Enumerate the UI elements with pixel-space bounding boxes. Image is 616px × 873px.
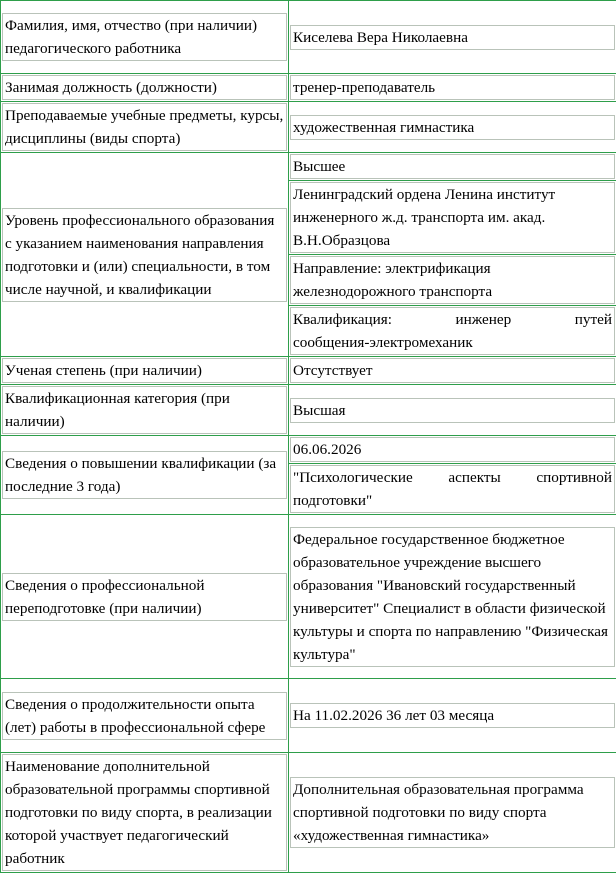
degree-value: Отсутствует: [290, 358, 615, 383]
education-institution: Ленинградский ордена Ленина институт инженерного ж.д. транспорта им. акад. В.Н.Образцова: [290, 182, 615, 253]
advanced-training-course: "Психологические аспекты спортивной подготовки": [290, 465, 615, 513]
education-level: Высшее: [290, 154, 615, 179]
program-label: Наименование дополнительной образовательной программы спортивной подготовки по виду спорта, в реализации которой участвует педагогический работник: [2, 754, 287, 871]
retraining-value: Федеральное государственное бюджетное образовательное учреждение высшего образования "Ивановский государственный университет" Специалист в области физической культуры и спорта по направлению "Физическая культура": [290, 527, 615, 667]
education-direction: Направление: электрификация железнодорожного транспорта: [290, 256, 615, 304]
advanced-training-date: 06.06.2026: [290, 437, 615, 462]
table-row-degree: [1, 357, 616, 385]
table-row-category: [1, 385, 616, 436]
experience-value: На 11.02.2026 36 лет 03 месяца: [290, 703, 615, 728]
experience-label: Сведения о продолжительности опыта (лет) работы в профессиональной сфере: [2, 692, 287, 740]
value-cell: [289, 1, 616, 74]
education-qualification-line2: сообщения-электромеханик: [293, 334, 473, 351]
fio-label: Фамилия, имя, отчество (при наличии) педагогического работника: [2, 13, 287, 61]
program-value: Дополнительная образовательная программа спортивной подготовки по виду спорта «художественная гимнастика»: [290, 777, 615, 848]
subjects-value: художественная гимнастика: [290, 115, 615, 140]
table-row-subjects: [1, 102, 616, 153]
label-cell: [1, 1, 289, 74]
retraining-label: Сведения о профессиональной переподготовке (при наличии): [2, 573, 287, 621]
category-label: Квалификационная категория (при наличии): [2, 386, 287, 434]
table-row-education-level: [1, 153, 616, 181]
position-label: Занимая должность (должности): [2, 75, 287, 100]
table-row-position: [1, 74, 616, 102]
fio-value: Киселева Вера Николаевна: [290, 25, 615, 50]
subjects-label: Преподаваемые учебные предметы, курсы, дисциплины (виды спорта): [2, 103, 287, 151]
position-value: тренер-преподаватель: [290, 75, 615, 100]
table-row-program: [1, 753, 616, 873]
table-row-advanced-training-date: [1, 436, 616, 464]
table-row-experience: [1, 679, 616, 753]
education-qualification-line1: Квалификация: инженер путей: [293, 311, 612, 328]
table-row-fio: [1, 1, 616, 74]
advanced-training-label: Сведения о повышении квалификации (за последние 3 года): [2, 451, 287, 499]
table-row-retraining: [1, 515, 616, 679]
degree-label: Ученая степень (при наличии): [2, 358, 287, 383]
education-label: Уровень профессионального образования с указанием наименования направления подготовки и (или) специальности, в том числе научной, и квалификации: [2, 208, 287, 302]
category-value: Высшая: [290, 398, 615, 423]
